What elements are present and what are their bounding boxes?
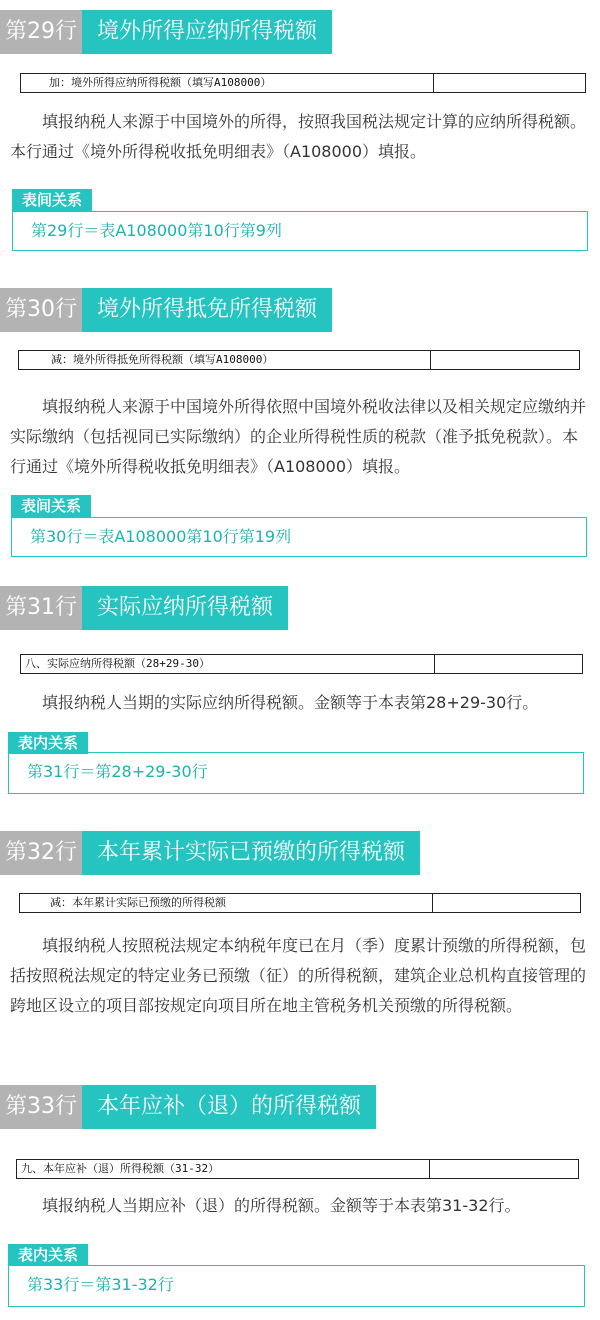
row-number: 第33行	[0, 1085, 82, 1129]
row-header	[0, 831, 600, 875]
section-row-32	[0, 831, 600, 1061]
relation-tag: 表内关系	[8, 732, 88, 754]
section-row-31	[0, 586, 600, 796]
relation-text: 第33行＝第31-32行	[27, 1275, 174, 1294]
form-line-value-cell	[433, 74, 434, 92]
section-row-30	[0, 288, 600, 563]
relation-tag: 表内关系	[8, 1244, 88, 1266]
row-title: 实际应纳所得税额	[82, 586, 288, 630]
form-line-label: 减：本年累计实际已预缴的所得税额	[50, 896, 226, 909]
row-number: 第32行	[0, 831, 82, 875]
relation-box	[12, 211, 588, 251]
row-header	[0, 288, 600, 332]
description: 填报纳税人当期的实际应纳所得税额。金额等于本表第28+29-30行。	[42, 693, 539, 712]
row-title: 境外所得抵免所得税额	[82, 288, 332, 332]
description: 填报纳税人当期应补（退）的所得税额。金额等于本表第31-32行。	[42, 1196, 521, 1215]
form-line-value-cell	[432, 894, 433, 912]
relation-tag: 表间关系	[12, 189, 92, 211]
form-line-value-cell	[430, 351, 431, 369]
row-header	[0, 586, 600, 630]
form-line-label: 加：境外所得应纳所得税额（填写A108000）	[49, 76, 272, 89]
section-row-29	[0, 10, 600, 255]
description: 填报纳税人来源于中国境外所得依照中国境外税收法律以及相关规定应缴纳并实际缴纳（包括视同已实际缴纳）的企业所得税性质的税款（准予抵免税款）。本行通过《境外所得税收抵免明细表》（A108000）填报。	[10, 397, 587, 476]
form-line	[20, 654, 583, 674]
form-line-label: 八、实际应纳所得税额（28+29-30）	[25, 657, 210, 670]
relation-box	[8, 1265, 585, 1307]
row-header	[0, 1085, 600, 1129]
row-title: 本年应补（退）的所得税额	[82, 1085, 376, 1129]
section-row-33	[0, 1085, 600, 1310]
form-line-label: 减：境外所得抵免所得税额（填写A108000）	[51, 353, 274, 366]
relation-text: 第31行＝第28+29-30行	[27, 762, 208, 781]
form-line	[18, 350, 580, 370]
relation-text: 第30行＝表A108000第10行第19列	[30, 527, 292, 546]
relation-tag: 表间关系	[11, 495, 91, 517]
description: 填报纳税人按照税法规定本纳税年度已在月（季）度累计预缴的所得税额，包括按照税法规定的特定业务已预缴（征）的所得税额，建筑企业总机构直接管理的跨地区设立的项目部按规定向项目所在地主管税务机关预缴的所得税额。	[10, 936, 587, 1015]
form-line	[20, 73, 586, 93]
row-title: 境外所得应纳所得税额	[82, 10, 332, 54]
form-line-label: 九、本年应补（退）所得税额（31-32）	[21, 1162, 220, 1175]
row-number: 第31行	[0, 586, 82, 630]
row-number: 第30行	[0, 288, 82, 332]
form-line	[19, 893, 581, 913]
relation-box	[11, 517, 587, 557]
row-title: 本年累计实际已预缴的所得税额	[82, 831, 420, 875]
form-line-value-cell	[434, 655, 435, 673]
description: 填报纳税人来源于中国境外的所得，按照我国税法规定计算的应纳所得税额。本行通过《境外所得税收抵免明细表》（A108000）填报。	[10, 112, 587, 161]
form-line	[16, 1159, 579, 1179]
row-header	[0, 10, 600, 54]
relation-text: 第29行＝表A108000第10行第9列	[31, 221, 282, 240]
form-line-value-cell	[429, 1160, 430, 1178]
row-number: 第29行	[0, 10, 82, 54]
relation-box	[8, 752, 584, 794]
